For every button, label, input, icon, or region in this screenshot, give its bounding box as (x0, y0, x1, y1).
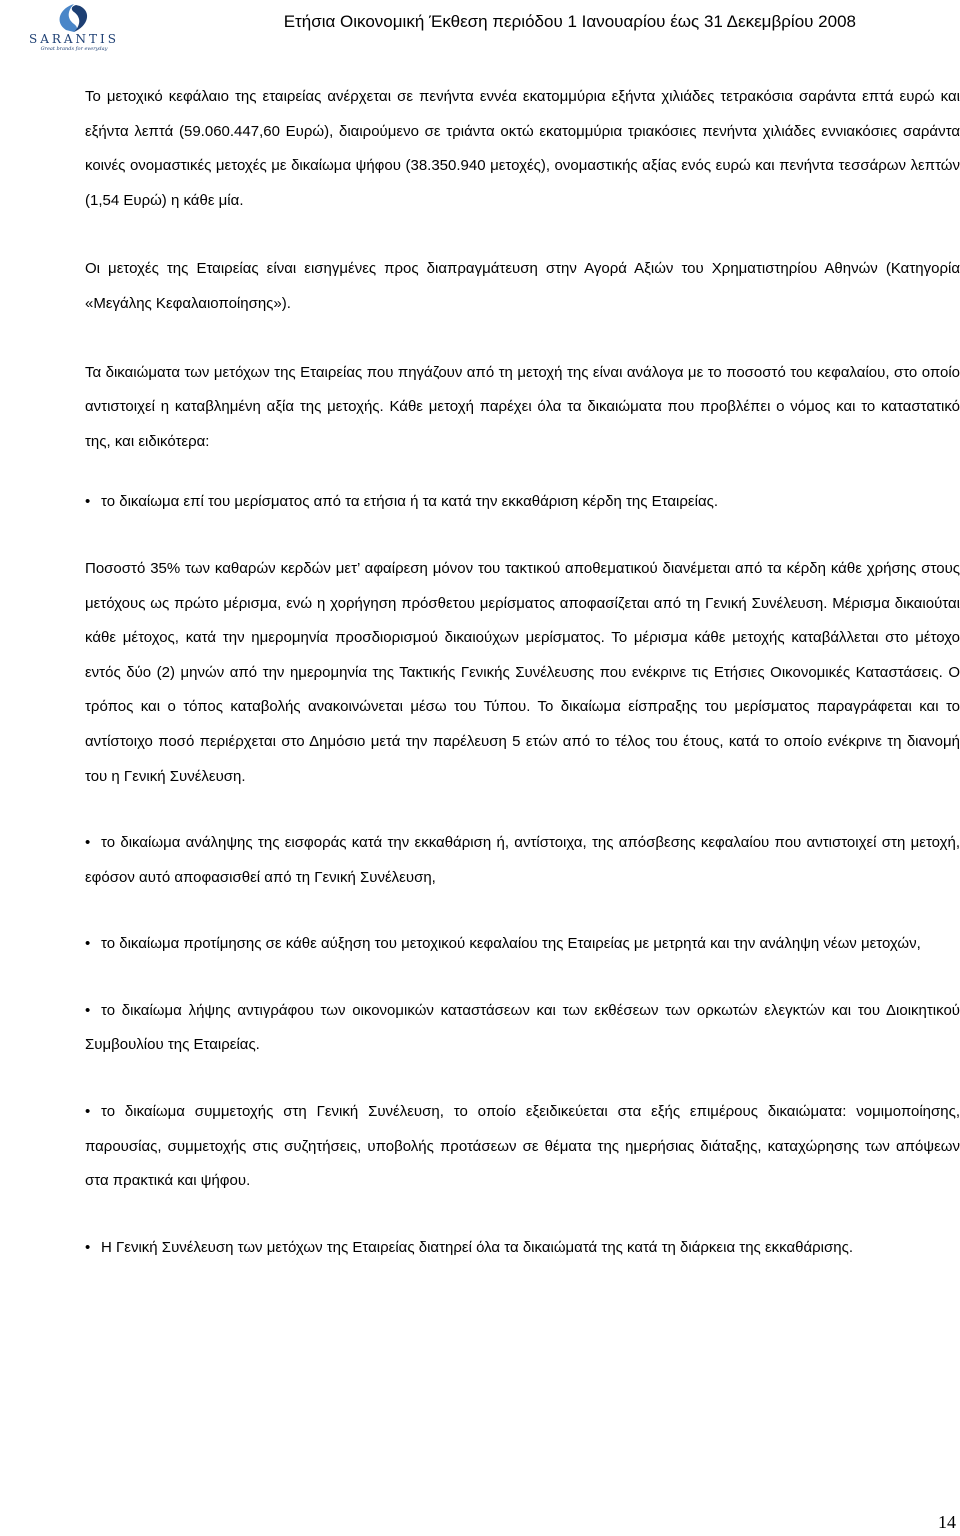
bullet-text-general-meeting: το δικαίωμα συμμετοχής στη Γενική Συνέλευση, το οποίο εξειδικεύεται στα εξής επιμέρους δικαιώματα: νομιμοποίησης, παρουσίας, συμμετοχής στις συζητήσεις, υποβολής προτάσεων σε θέματα της ημερήσιας διάταξης, καταχώρησης των απόψεων στα πρακτικά και ψήφου. (85, 1103, 960, 1190)
logo-tagline: Great brands for everyday (40, 46, 108, 52)
bullet-text-rights-retained: Η Γενική Συνέλευση των μετόχων της Εταιρείας διατηρεί όλα τα δικαιώματά της κατά τη διάρκεια της εκκαθάρισης. (101, 1238, 853, 1256)
bullet-text-preemption: το δικαίωμα προτίμησης σε κάθε αύξηση του μετοχικού κεφαλαίου της Εταιρείας με μετρητά και την ανάληψη νέων μετοχών, (101, 935, 921, 953)
list-item (85, 1231, 960, 1266)
list-item (85, 826, 960, 895)
page-header (0, 0, 960, 56)
paragraph-share-capital: Το μετοχικό κεφάλαιο της εταιρείας ανέρχεται σε πενήντα εννέα εκατομμύρια εξήντα χιλιάδες τετρακόσια σαράντα επτά ευρώ και εξήντα λεπτά (59.060.447,60 Ευρώ), διαιρούμενο σε τριάντα οκτώ εκατομμύρια τριακόσιες πενήντα χιλιάδες εννιακόσιες σαράντα κοινές ονομαστικές μετοχές με δικαίωμα ψήφου (38.350.940 μετοχές), ονομαστικής αξίας ενός ευρώ και πενήντα τεσσάρων λεπτών (1,54 Ευρώ) η κάθε μία. (85, 88, 960, 209)
bullet-icon: • (85, 834, 91, 852)
bullet-text-financial-statements: το δικαίωμα λήψης αντιγράφου των οικονομικών καταστάσεων και των εκθέσεων των ορκωτών ελεγκτών και του Διοικητικού Συμβουλίου της Εταιρείας. (85, 1001, 960, 1054)
list-item (85, 1095, 960, 1199)
list-item (85, 994, 960, 1063)
list-item (85, 927, 960, 962)
report-title: Ετήσια Οικονομική Έκθεση περιόδου 1 Ιανουαρίου έως 31 Δεκεμβρίου 2008 (283, 12, 856, 31)
list-item (85, 485, 960, 520)
paragraph-listing: Οι μετοχές της Εταιρείας είναι εισηγμένες προς διαπραγμάτευση στην Αγορά Αξιών του Χρηματιστηρίου Αθηνών (Κατηγορία «Μεγάλης Κεφαλαιοποίησης»). (85, 260, 960, 312)
bullet-icon: • (85, 1001, 91, 1019)
sarantis-logo (8, 2, 140, 54)
bullet-icon: • (85, 1103, 91, 1121)
paragraph-shareholder-rights: Τα δικαιώματα των μετόχων της Εταιρείας που πηγάζουν από τη μετοχή της είναι ανάλογα με το ποσοστό του κεφαλαίου, στο οποίο αντιστοιχεί η καταβλημένη αξία της μετοχής. Κάθε μετοχή παρέχει όλα τα δικαιώματα που προβλέπει ο νόμος και το καταστατικό της, και ειδικότερα: (85, 363, 960, 450)
document-body (85, 80, 960, 1265)
bullet-icon: • (85, 493, 91, 511)
bullet-text-liquidation: το δικαίωμα ανάληψης της εισφοράς κατά την εκκαθάριση ή, αντίστοιχα, της απόσβεσης κεφαλαίου που αντιστοιχεί στη μετοχή, εφόσον αυτό αποφασισθεί από τη Γενική Συνέλευση, (85, 834, 960, 886)
page-number: 14 (938, 1512, 956, 1532)
bullet-icon: • (85, 935, 91, 953)
logo-swirl-icon (8, 2, 140, 34)
logo-wordmark: SARANTIS (28, 32, 120, 46)
paragraph-dividend-policy: Ποσοστό 35% των καθαρών κερδών μετ’ αφαίρεση μόνον του τακτικού αποθεματικού διανέμεται από τα κέρδη κάθε χρήσης στους μετόχους ως πρώτο μέρισμα, ενώ η χορήγηση πρόσθετου μερίσματος αποφασίζεται από τη Γενική Συνέλευση. Μέρισμα δικαιούται κάθε μέτοχος, κατά την ημερομηνία προσδιορισμού δικαιούχων μερίσματος. Το μέρισμα κάθε μετοχής καταβάλλεται στο μέτοχο εντός δύο (2) μηνών από την ημερομηνία της Τακτικής Γενικής Συνέλευσης που ενέκρινε τις Ετήσιες Οικονομικές Καταστάσεις. Ο τρόπος και ο τόπος καταβολής ανακοινώνεται μέσω του Τύπου. Το δικαίωμα είσπραξης του μερίσματος παραγράφεται και το αντίστοιχο ποσό περιέρχεται στο Δημόσιο μετά την παρέλευση 5 ετών από το τέλος του έτους, κατά το οποίο ενέκρινε τη διανομή του η Γενική Συνέλευση. (85, 559, 960, 785)
bullet-icon: • (85, 1238, 91, 1256)
bullet-text-dividend: το δικαίωμα επί του μερίσματος από τα ετήσια ή τα κατά την εκκαθάριση κέρδη της Εταιρείας. (101, 493, 719, 511)
